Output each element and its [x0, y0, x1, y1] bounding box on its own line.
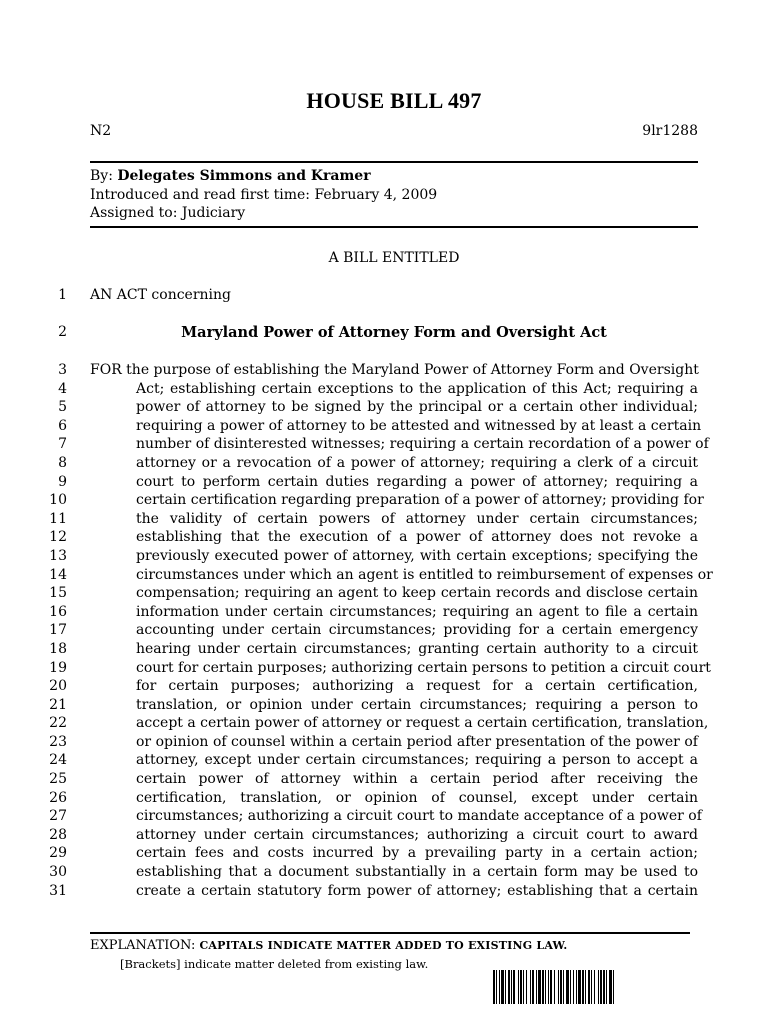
purpose-line: accept a certain power of attorney or request a certain certification, translation,	[136, 715, 709, 732]
purpose-line: certain power of attorney within a certain period after receiving the	[136, 771, 698, 788]
purpose-line: number of disinterested witnesses; requiring a certain recordation of a power of	[136, 436, 709, 453]
purpose-line: translation, or opinion under certain circumstances; requiring a person to	[136, 696, 698, 713]
line-number: 31	[49, 882, 67, 899]
purpose-line: certain fees and costs incurred by a prevailing party in a certain action;	[136, 845, 698, 862]
line-number: 26	[49, 789, 67, 806]
line-number: 14	[49, 566, 67, 583]
by-label: By:	[90, 168, 118, 184]
purpose-line: previously executed power of attorney, with certain exceptions; specifying the	[136, 547, 698, 564]
purpose-paragraph	[90, 361, 713, 900]
line-number: 10	[49, 492, 67, 509]
purpose-line: establishing that the execution of a power of attorney does not revoke a	[136, 529, 698, 546]
purpose-line: attorney, except under certain circumstances; requiring a person to accept a	[136, 752, 698, 769]
line-number: 3	[58, 362, 67, 378]
line-number: 12	[49, 529, 67, 546]
purpose-line: for certain purposes; authorizing a request for a certain certification,	[136, 678, 698, 695]
brackets-note: [Brackets] indicate matter deleted from existing law.	[120, 957, 429, 971]
line-number: 16	[49, 603, 67, 620]
barcode-image	[493, 970, 681, 1004]
sponsors-names: Delegates Simmons and Kramer	[117, 168, 371, 184]
line-number: 30	[49, 864, 67, 881]
purpose-line: compensation; requiring an agent to keep certain records and disclose certain	[136, 585, 698, 602]
line-number: 18	[49, 640, 67, 657]
purpose-line: power of attorney to be signed by the principal or a certain other individual;	[136, 399, 698, 416]
line-number: 7	[58, 436, 67, 453]
subject-code: N2	[90, 123, 112, 139]
act-short-title: Maryland Power of Attorney Form and Oversight Act	[181, 324, 607, 341]
bill-entitled-heading: A BILL ENTITLED	[328, 250, 460, 266]
line-number: 6	[58, 417, 67, 434]
purpose-line: court to perform certain duties regarding a power of attorney; requiring a	[136, 473, 698, 490]
purpose-line: circumstances under which an agent is entitled to reimbursement of expenses or	[136, 566, 713, 583]
assigned-line: Assigned to: Judiciary	[90, 205, 246, 221]
purpose-line: FOR the purpose of establishing the Maryland Power of Attorney Form and Oversight	[90, 362, 699, 378]
bill-title: HOUSE BILL 497	[306, 88, 482, 113]
purpose-line: hearing under certain circumstances; granting certain authority to a circuit	[136, 640, 698, 657]
purpose-line: attorney under certain circumstances; authorizing a circuit court to award	[136, 826, 698, 843]
header-rule-top	[90, 161, 698, 163]
purpose-line: establishing that a document substantially in a certain form may be used to	[136, 864, 698, 881]
purpose-line: certification, translation, or opinion of counsel, except under certain	[136, 789, 698, 806]
line-number: 23	[49, 733, 67, 750]
line-number: 20	[49, 678, 67, 695]
explanation-note	[90, 938, 567, 953]
line-number: 5	[58, 399, 67, 416]
line-number: 25	[49, 771, 67, 788]
purpose-line: or opinion of counsel within a certain period after presentation of the power of	[136, 733, 698, 750]
header-rule-bottom	[90, 226, 698, 228]
line-number: 27	[49, 808, 67, 825]
purpose-line: create a certain statutory form power of attorney; establishing that a certain	[136, 882, 698, 899]
line-number: 17	[49, 622, 67, 639]
line-number: 19	[49, 659, 67, 676]
footer-rule	[90, 932, 690, 934]
line-number: 28	[49, 826, 67, 843]
purpose-line: circumstances; authorizing a circuit court to mandate acceptance of a power of	[136, 808, 702, 825]
purpose-line: court for certain purposes; authorizing certain persons to petition a circuit court	[136, 659, 711, 676]
act-concerning: AN ACT concerning	[90, 287, 231, 303]
line-number: 13	[49, 547, 67, 564]
purpose-line: requiring a power of attorney to be attested and witnessed by at least a certain	[136, 417, 702, 434]
purpose-line: information under certain circumstances; requiring an agent to file a certain	[136, 603, 698, 620]
purpose-line: Act; establishing certain exceptions to the application of this Act; requiring a	[136, 380, 698, 397]
line-number: 8	[58, 454, 67, 471]
line-numbers	[30, 361, 67, 900]
purpose-line: certain certification regarding preparation of a power of attorney; providing for	[136, 492, 704, 509]
purpose-line: accounting under certain circumstances; providing for a certain emergency	[136, 622, 698, 639]
line-number: 24	[49, 752, 67, 769]
line-number: 4	[58, 380, 67, 397]
line-number: 11	[49, 510, 67, 527]
line-number: 2	[58, 324, 67, 340]
line-number: 22	[49, 715, 67, 732]
line-number: 15	[49, 585, 67, 602]
line-number: 21	[49, 696, 67, 713]
purpose-line: attorney or a revocation of a power of attorney; requiring a clerk of a circuit	[136, 454, 698, 471]
drafting-code: 9lr1288	[642, 123, 698, 139]
sponsors-line	[90, 168, 371, 184]
explanation-label: EXPLANATION:	[90, 938, 200, 953]
line-number: 9	[58, 473, 67, 490]
line-number: 29	[49, 845, 67, 862]
explanation-caps: CAPITALS INDICATE MATTER ADDED TO EXISTING LAW.	[199, 939, 568, 952]
introduced-line: Introduced and read first time: February 4, 2009	[90, 187, 438, 203]
line-number: 1	[58, 287, 67, 303]
purpose-line: the validity of certain powers of attorney under certain circumstances;	[136, 510, 698, 527]
